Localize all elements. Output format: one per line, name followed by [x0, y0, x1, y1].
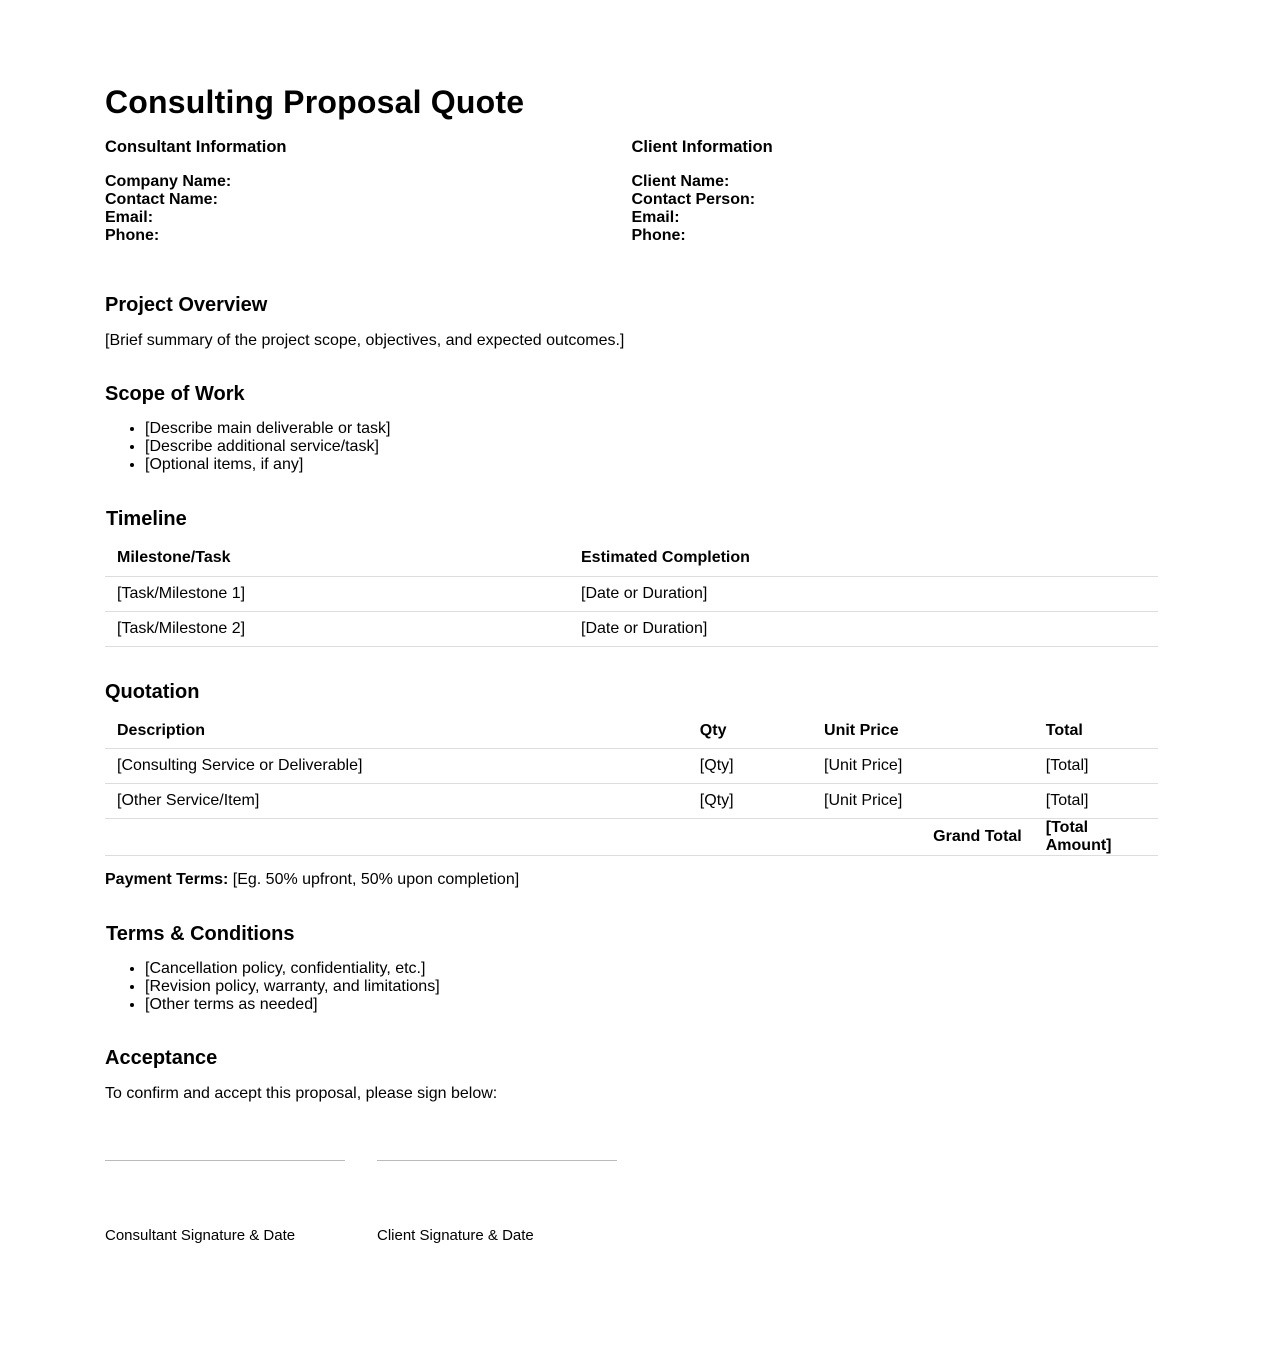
milestone-cell: [Task/Milestone 2] — [105, 611, 569, 646]
description-cell: [Consulting Service or Deliverable] — [105, 749, 688, 784]
client-fields — [632, 173, 1159, 245]
unit-price-cell: [Unit Price] — [812, 784, 1034, 819]
timeline-table — [105, 541, 1158, 647]
scope-item: • [Describe additional service/task] — [145, 438, 1158, 456]
terms-item: • [Cancellation policy, confidentiality, etc.] — [145, 960, 1158, 978]
consultant-signature-label: Consultant Signature & Date — [105, 1227, 296, 1244]
project-overview-text: [Brief summary of the project scope, objectives, and expected outcomes.] — [105, 332, 625, 349]
column-header-unit-price: Unit Price — [812, 714, 1034, 749]
column-header-total: Total — [1034, 714, 1158, 749]
terms-list — [105, 960, 1158, 1014]
quotation-section — [105, 680, 1158, 891]
terms-conditions-section — [105, 922, 1158, 1014]
grand-total-label: Grand Total — [105, 819, 1034, 856]
client-phone-label: Phone: — [631, 227, 686, 244]
table-header-row — [105, 541, 1158, 576]
total-cell: [Total] — [1034, 749, 1158, 784]
payment-terms — [105, 870, 1158, 890]
acceptance-heading: Acceptance — [105, 1047, 218, 1069]
table-row — [105, 611, 1158, 646]
column-header-qty: Qty — [688, 714, 812, 749]
consultant-fields — [105, 173, 632, 245]
payment-terms-label: Payment Terms: — [105, 871, 229, 888]
table-header-row — [105, 714, 1158, 749]
scope-of-work-heading: Scope of Work — [105, 383, 245, 405]
description-cell: [Other Service/Item] — [105, 784, 688, 819]
scope-item: • [Describe main deliverable or task] — [145, 420, 1158, 438]
grand-total-value: [Total Amount] — [1034, 819, 1158, 856]
acceptance-text: To confirm and accept this proposal, please sign below: — [105, 1085, 498, 1102]
terms-item: • [Revision policy, warranty, and limitations] — [145, 978, 1158, 996]
consultant-company-name-label: Company Name: — [105, 173, 232, 190]
client-signature-block — [377, 1160, 617, 1245]
scope-of-work-section — [105, 382, 1158, 474]
table-row — [105, 784, 1158, 819]
party-info — [105, 137, 1158, 245]
project-overview-heading: Project Overview — [105, 294, 268, 316]
proposal-document — [105, 0, 1158, 1345]
scope-item: • [Optional items, if any] — [145, 456, 1158, 474]
column-header-milestone: Milestone/Task — [105, 541, 569, 576]
completion-cell: [Date or Duration] — [569, 611, 1158, 646]
table-row — [105, 749, 1158, 784]
consultant-signature-block — [105, 1160, 345, 1245]
total-cell: [Total] — [1034, 784, 1158, 819]
timeline-heading: Timeline — [106, 508, 187, 530]
table-row — [105, 576, 1158, 611]
document-title: Consulting Proposal Quote — [105, 84, 525, 120]
scope-list — [105, 420, 1158, 474]
quotation-heading: Quotation — [105, 680, 200, 703]
terms-item: • [Other terms as needed] — [145, 996, 1158, 1014]
client-info-heading: Client Information — [631, 138, 773, 156]
client-info — [632, 137, 1159, 245]
payment-terms-value: [Eg. 50% upfront, 50% upon completion] — [228, 871, 520, 888]
client-name-label: Client Name: — [631, 173, 730, 190]
unit-price-cell: [Unit Price] — [812, 749, 1034, 784]
consultant-contact-name-label: Contact Name: — [105, 191, 218, 208]
milestone-cell: [Task/Milestone 1] — [105, 576, 569, 611]
quotation-table — [105, 714, 1158, 857]
project-overview-section — [105, 293, 1158, 351]
client-contact-person-label: Contact Person: — [631, 191, 756, 208]
client-signature-label: Client Signature & Date — [377, 1227, 534, 1244]
consultant-signature-line[interactable] — [105, 1160, 345, 1161]
consultant-info — [105, 137, 632, 245]
client-email-label: Email: — [631, 209, 680, 226]
consultant-info-heading: Consultant Information — [105, 138, 287, 156]
qty-cell: [Qty] — [688, 749, 812, 784]
column-header-estimated-completion: Estimated Completion — [569, 541, 1158, 576]
client-signature-line[interactable] — [377, 1160, 617, 1161]
completion-cell: [Date or Duration] — [569, 576, 1158, 611]
acceptance-section — [105, 1046, 1158, 1245]
timeline-section — [105, 507, 1158, 647]
terms-conditions-heading: Terms & Conditions — [106, 923, 295, 945]
consultant-email-label: Email: — [105, 209, 154, 226]
column-header-description: Description — [105, 714, 688, 749]
signature-blocks — [105, 1160, 1158, 1245]
grand-total-row — [105, 819, 1158, 856]
qty-cell: [Qty] — [688, 784, 812, 819]
consultant-phone-label: Phone: — [105, 227, 160, 244]
